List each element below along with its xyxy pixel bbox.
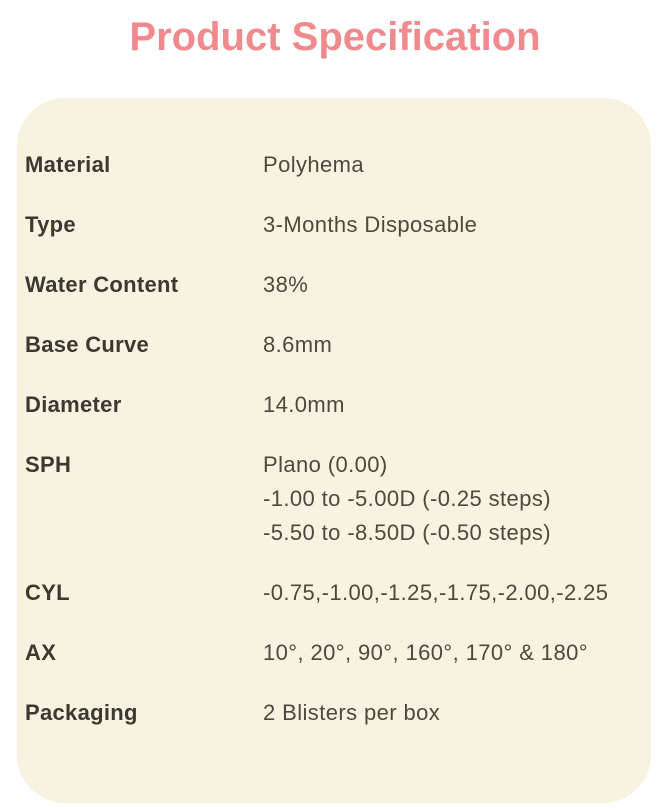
spec-value xyxy=(263,388,641,422)
spec-value-line: 14.0mm xyxy=(263,392,345,417)
spec-value-line: -1.00 to -5.00D (-0.25 steps) xyxy=(263,486,551,511)
spec-label: CYL xyxy=(25,580,70,605)
spec-label: Packaging xyxy=(25,700,138,725)
spec-value-line: -5.50 to -8.50D (-0.50 steps) xyxy=(263,520,551,545)
spec-value xyxy=(263,636,641,670)
spec-value-line: -0.75,-1.00,-1.25,-1.75,-2.00,-2.25 xyxy=(263,580,609,605)
spec-value xyxy=(263,696,641,730)
spec-value-line: Plano (0.00) xyxy=(263,452,388,477)
spec-value-line: 8.6mm xyxy=(263,332,333,357)
spec-value xyxy=(263,328,641,362)
spec-label: Type xyxy=(25,212,76,237)
spec-value xyxy=(263,448,641,550)
spec-value xyxy=(263,268,641,302)
spec-label: Diameter xyxy=(25,392,122,417)
spec-label: SPH xyxy=(25,452,72,477)
spec-value-line: Polyhema xyxy=(263,152,365,177)
spec-label: Water Content xyxy=(25,272,179,297)
spec-label: AX xyxy=(25,640,57,665)
spec-value-line: 3-Months Disposable xyxy=(263,212,478,237)
spec-value xyxy=(263,576,641,610)
spec-row-material xyxy=(25,148,641,182)
spec-label: Base Curve xyxy=(25,332,150,357)
spec-row-type xyxy=(25,208,641,242)
spec-value xyxy=(263,208,641,242)
page-title: Product Specification xyxy=(129,15,541,59)
spec-row-water-content xyxy=(25,268,641,302)
spec-row-sph xyxy=(25,448,641,550)
spec-row-cyl xyxy=(25,576,641,610)
spec-value-line: 2 Blisters per box xyxy=(263,700,441,725)
spec-row-ax xyxy=(25,636,641,670)
product-spec-card xyxy=(17,98,651,803)
spec-value-line: 38% xyxy=(263,272,309,297)
spec-row-base-curve xyxy=(25,328,641,362)
spec-value-line: 10°, 20°, 90°, 160°, 170° & 180° xyxy=(263,640,588,665)
spec-label: Material xyxy=(25,152,111,177)
spec-value xyxy=(263,148,641,182)
spec-row-packaging xyxy=(25,696,641,730)
spec-row-diameter xyxy=(25,388,641,422)
